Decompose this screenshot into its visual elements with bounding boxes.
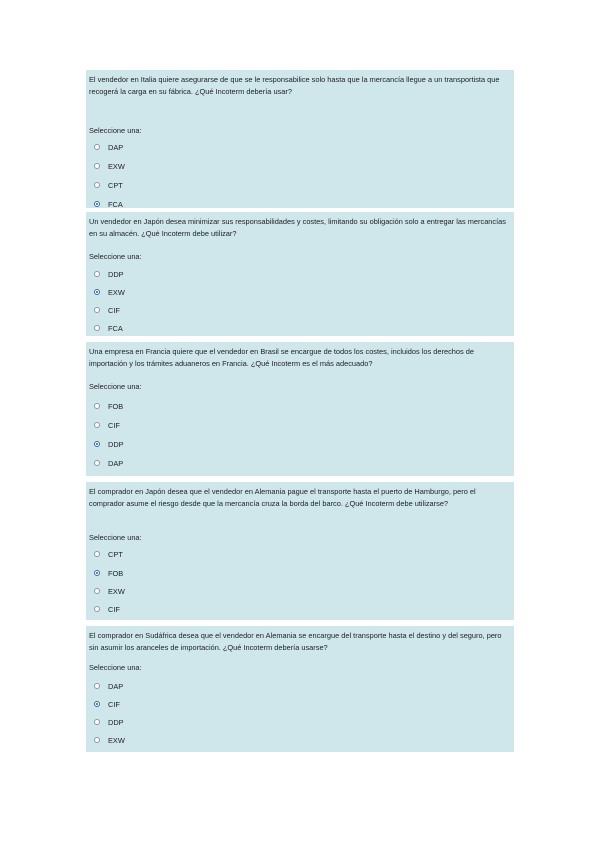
radio-button[interactable] [94, 403, 100, 409]
answer-option[interactable] [94, 401, 123, 411]
radio-button[interactable] [94, 144, 100, 150]
answer-option[interactable] [94, 269, 124, 279]
answer-option[interactable] [94, 180, 123, 190]
question-block [86, 342, 514, 476]
question-block [86, 626, 514, 752]
radio-button[interactable] [94, 271, 100, 277]
radio-button[interactable] [94, 737, 100, 743]
select-prompt: Seleccione una: [89, 663, 142, 672]
radio-button-selected[interactable] [94, 201, 100, 207]
radio-button[interactable] [94, 325, 100, 331]
answer-option[interactable] [94, 439, 124, 449]
answer-option[interactable] [94, 287, 125, 297]
option-label[interactable]: FOB [108, 568, 124, 578]
option-label[interactable]: CIF [108, 699, 120, 709]
option-label[interactable]: DDP [108, 439, 124, 449]
answer-option[interactable] [94, 681, 123, 691]
option-label[interactable]: DDP [108, 269, 124, 279]
question-text: Un vendedor en Japón desea minimizar sus responsabilidades y costes, limitando su obligación solo a entregar las mercancías en su almacén. ¿Qué Incoterm debe utilizar? [89, 217, 506, 238]
radio-button-selected[interactable] [94, 289, 100, 295]
answer-option[interactable] [94, 420, 120, 430]
option-label[interactable]: FCA [108, 323, 123, 333]
radio-button-selected[interactable] [94, 701, 100, 707]
question-text: El comprador en Japón desea que el vendedor en Alemania pague el transporte hasta el puerto de Hamburgo, pero el comprador asume el riesgo desde que la mercancía cruza la borda del barco. ¿Qué Incoterm debe utilizarse? [89, 487, 476, 508]
radio-button[interactable] [94, 182, 100, 188]
answer-option[interactable] [94, 199, 123, 209]
question-text: Una empresa en Francia quiere que el vendedor en Brasil se encargue de todos los costes, incluidos los derechos de importación y los trámites aduaneros en Francia. ¿Qué Incoterm es el más adecuado? [89, 347, 474, 368]
answer-option[interactable] [94, 458, 123, 468]
option-label[interactable]: CPT [108, 549, 123, 559]
select-prompt: Seleccione una: [89, 382, 142, 391]
radio-button[interactable] [94, 683, 100, 689]
option-label[interactable]: DDP [108, 717, 124, 727]
option-label[interactable]: FOB [108, 401, 124, 411]
answer-option[interactable] [94, 586, 125, 596]
select-prompt: Seleccione una: [89, 126, 142, 135]
question-block [86, 482, 514, 620]
answer-option[interactable] [94, 305, 120, 315]
radio-button[interactable] [94, 719, 100, 725]
answer-option[interactable] [94, 323, 123, 333]
radio-button-selected[interactable] [94, 570, 100, 576]
question-block [86, 70, 514, 208]
option-label[interactable]: EXW [108, 735, 125, 745]
answer-option[interactable] [94, 604, 120, 614]
answer-option[interactable] [94, 142, 123, 152]
answer-option[interactable] [94, 717, 124, 727]
answer-option[interactable] [94, 735, 125, 745]
radio-button[interactable] [94, 551, 100, 557]
option-label[interactable]: DAP [108, 458, 124, 468]
option-label[interactable]: DAP [108, 681, 124, 691]
answer-option[interactable] [94, 549, 123, 559]
answer-option[interactable] [94, 699, 120, 709]
radio-button[interactable] [94, 460, 100, 466]
radio-button[interactable] [94, 588, 100, 594]
option-label[interactable]: DAP [108, 142, 124, 152]
option-label[interactable]: CIF [108, 420, 120, 430]
option-label[interactable]: EXW [108, 161, 125, 171]
radio-button[interactable] [94, 307, 100, 313]
option-label[interactable]: CPT [108, 180, 123, 190]
option-label[interactable]: CIF [108, 604, 120, 614]
question-text: El vendedor en Italia quiere asegurarse de que se le responsabilice solo hasta que la mercancía llegue a un transportista que recogerá la carga en su fábrica. ¿Qué Incoterm debería usar? [89, 75, 500, 96]
radio-button-selected[interactable] [94, 441, 100, 447]
option-label[interactable]: EXW [108, 586, 125, 596]
select-prompt: Seleccione una: [89, 533, 142, 542]
answer-option[interactable] [94, 568, 123, 578]
radio-button[interactable] [94, 606, 100, 612]
option-label[interactable]: FCA [108, 199, 123, 209]
question-text: El comprador en Sudáfrica desea que el vendedor en Alemania se encargue del transporte hasta el destino y del seguro, pero sin asumir los aranceles de importación. ¿Qué Incoterm debería usarse? [89, 631, 502, 652]
question-block [86, 212, 514, 336]
select-prompt: Seleccione una: [89, 252, 142, 261]
radio-button[interactable] [94, 163, 100, 169]
answer-option[interactable] [94, 161, 125, 171]
option-label[interactable]: CIF [108, 305, 120, 315]
radio-button[interactable] [94, 422, 100, 428]
option-label[interactable]: EXW [108, 287, 125, 297]
